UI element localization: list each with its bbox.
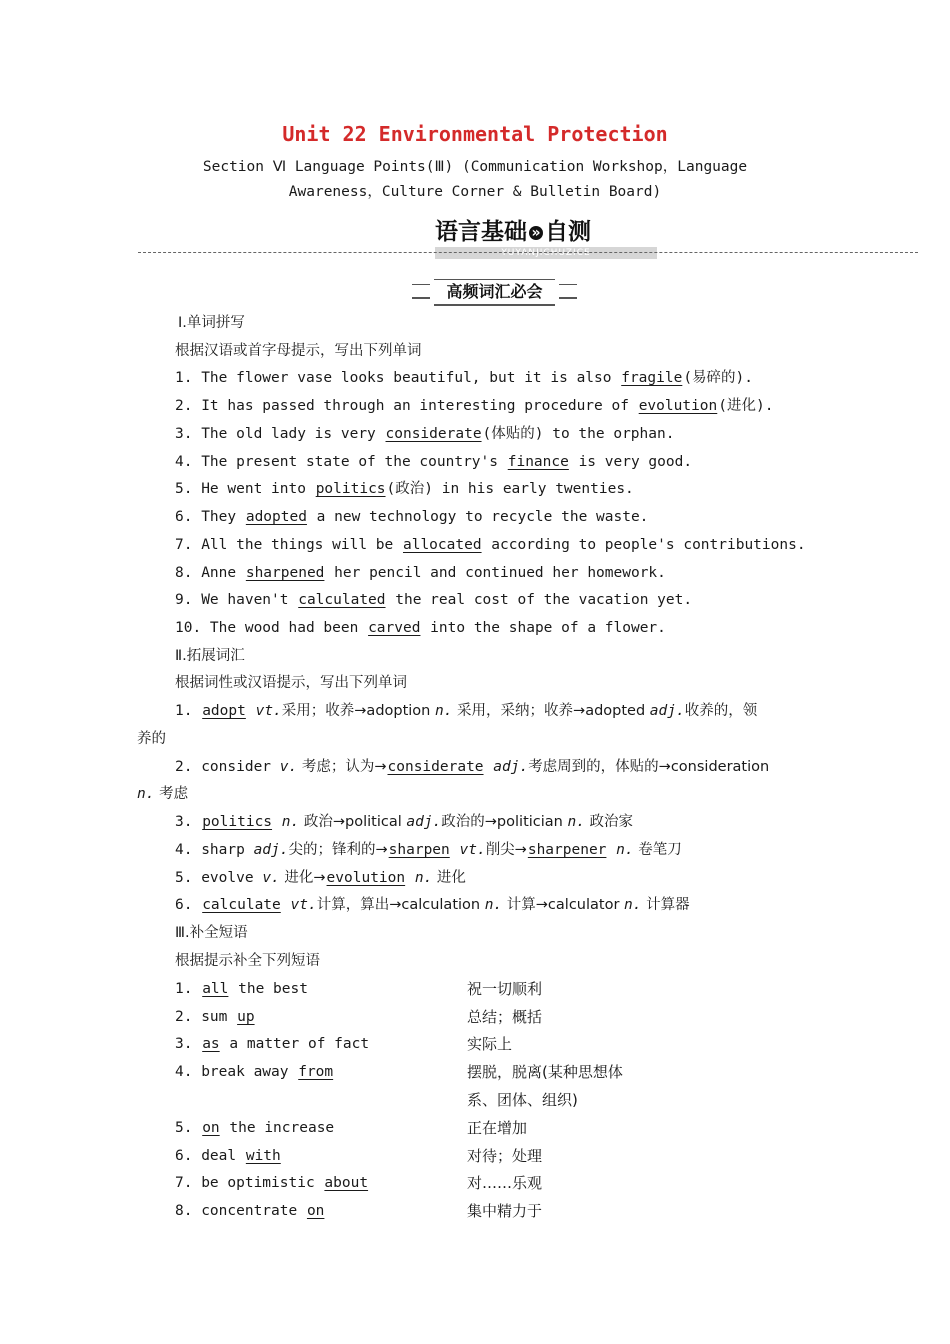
answer-blank[interactable]: sharpen — [388, 842, 450, 858]
answer-blank[interactable]: carved — [368, 620, 421, 636]
answer-blank[interactable]: calculate — [202, 897, 281, 913]
answer-blank[interactable]: with — [245, 1148, 281, 1164]
answer-blank[interactable]: on — [202, 1120, 220, 1136]
list-item: 5. evolve v. 进化→evolution n. 进化 — [175, 870, 466, 886]
page-title: Unit 22 Environmental Protection — [282, 122, 668, 146]
phrase-meaning: 摆脱，脱离(某种思想体 — [467, 1063, 623, 1081]
list-item-continued: n. 考虑 — [137, 786, 189, 802]
list-item: 2. consider v. 考虑；认为→considerate adj.考虑周到的，体贴的→consideration — [175, 759, 770, 775]
phrase-item: 2. sum up — [175, 1009, 255, 1025]
answer-blank[interactable]: adopt — [202, 703, 246, 719]
banner-arrow-icon: » — [529, 226, 543, 240]
list-item: 1. The flower vase looks beautiful, but it is also fragile(易碎的). — [175, 370, 754, 386]
list-item: 3. The old lady is very considerate(体贴的) to the orphan. — [175, 426, 675, 442]
label-right-ornament — [559, 284, 577, 299]
answer-blank[interactable]: sharpened — [245, 565, 325, 581]
phrase-meaning: 总结；概括 — [467, 1008, 543, 1026]
answer-blank[interactable]: adopted — [245, 509, 307, 525]
phrase-meaning: 对待；处理 — [467, 1147, 543, 1165]
phrase-item: 8. concentrate on — [175, 1203, 325, 1219]
phrase-meaning: 正在增加 — [467, 1119, 528, 1137]
part3-instruction: 根据提示补全下列短语 — [175, 953, 320, 969]
answer-blank[interactable]: from — [298, 1064, 334, 1080]
answer-blank[interactable]: on — [306, 1203, 325, 1219]
answer-blank[interactable]: calculated — [298, 592, 386, 608]
answer-blank[interactable]: fragile — [621, 370, 683, 386]
phrase-item: 5. on the increase — [175, 1120, 335, 1136]
list-item: 4. sharp adj.尖的；锋利的→sharpen vt.削尖→sharpener n. 卷笔刀 — [175, 842, 682, 858]
banner-title — [435, 213, 591, 246]
list-item: 2. It has passed through an interesting procedure of evolution(进化). — [175, 398, 774, 414]
part1-heading: Ⅰ.单词拼写 — [178, 315, 245, 331]
answer-blank[interactable]: politics — [315, 481, 386, 497]
answer-blank[interactable]: up — [237, 1009, 255, 1025]
part3-heading: Ⅲ.补全短语 — [175, 925, 248, 941]
list-item: 1. adopt vt.采用；收养→adoption n. 采用，采纳；收养→adopted adj.收养的，领 — [175, 703, 758, 719]
subtitle-line-1: Section Ⅵ Language Points(Ⅲ) (Communication Workshop，Language — [202, 159, 748, 175]
banner-main: 语言基础 — [435, 219, 527, 245]
part2-heading: Ⅱ.拓展词汇 — [175, 648, 245, 664]
phrase-item: 1. all the best — [175, 981, 308, 997]
answer-blank[interactable]: evolution — [326, 870, 406, 886]
list-item: 3. politics n. 政治→political adj.政治的→politician n. 政治家 — [175, 814, 634, 830]
phrase-meaning-continued: 系、团体、组织) — [467, 1091, 578, 1109]
answer-blank[interactable]: about — [324, 1175, 369, 1191]
answer-blank[interactable]: evolution — [638, 398, 718, 414]
banner-end: 自测 — [545, 219, 591, 245]
list-item: 9. We haven't calculated the real cost of the vacation yet. — [175, 592, 693, 608]
phrase-item: 6. deal with — [175, 1148, 281, 1164]
answer-blank[interactable]: allocated — [402, 537, 482, 553]
answer-blank[interactable]: as — [202, 1036, 220, 1052]
phrase-item: 3. as a matter of fact — [175, 1036, 370, 1052]
phrase-meaning: 祝一切顺利 — [467, 980, 543, 998]
section-label: 高频词汇必会 — [434, 279, 555, 306]
list-item: 6. They adopted a new technology to recycle the waste. — [175, 509, 649, 525]
part2-instruction: 根据词性或汉语提示，写出下列单词 — [175, 675, 407, 691]
answer-blank[interactable]: finance — [507, 454, 569, 470]
list-item: 6. calculate vt.计算，算出→calculation n. 计算→calculator n. 计算器 — [175, 897, 690, 913]
answer-blank[interactable]: all — [202, 981, 229, 997]
list-item: 4. The present state of the country's finance is very good. — [175, 454, 693, 470]
phrase-item: 4. break away from — [175, 1064, 334, 1080]
list-item: 7. All the things will be allocated according to people's contributions. — [175, 537, 806, 553]
phrase-meaning: 集中精力于 — [467, 1202, 543, 1220]
answer-blank[interactable]: considerate — [385, 426, 482, 442]
phrase-item: 7. be optimistic about — [175, 1175, 369, 1191]
answer-blank[interactable]: considerate — [387, 759, 484, 775]
list-item: 5. He went into politics(政治) in his early twenties. — [175, 481, 634, 497]
subtitle-line-2: Awareness，Culture Corner & Bulletin Board) — [288, 184, 662, 200]
divider — [138, 252, 918, 253]
label-left-ornament — [412, 284, 430, 299]
list-item: 10. The wood had been carved into the shape of a flower. — [175, 620, 666, 636]
answer-blank[interactable]: sharpener — [527, 842, 607, 858]
list-item-continued: 养的 — [137, 731, 166, 747]
part1-instruction: 根据汉语或首字母提示，写出下列单词 — [175, 343, 422, 359]
section-label-box — [412, 279, 577, 303]
answer-blank[interactable]: politics — [202, 814, 273, 830]
phrase-meaning: 实际上 — [467, 1035, 513, 1053]
banner-subtitle: YUYANJICHUZICE — [435, 247, 657, 259]
phrase-meaning: 对……乐观 — [467, 1174, 543, 1192]
list-item: 8. Anne sharpened her pencil and continued her homework. — [175, 565, 666, 581]
